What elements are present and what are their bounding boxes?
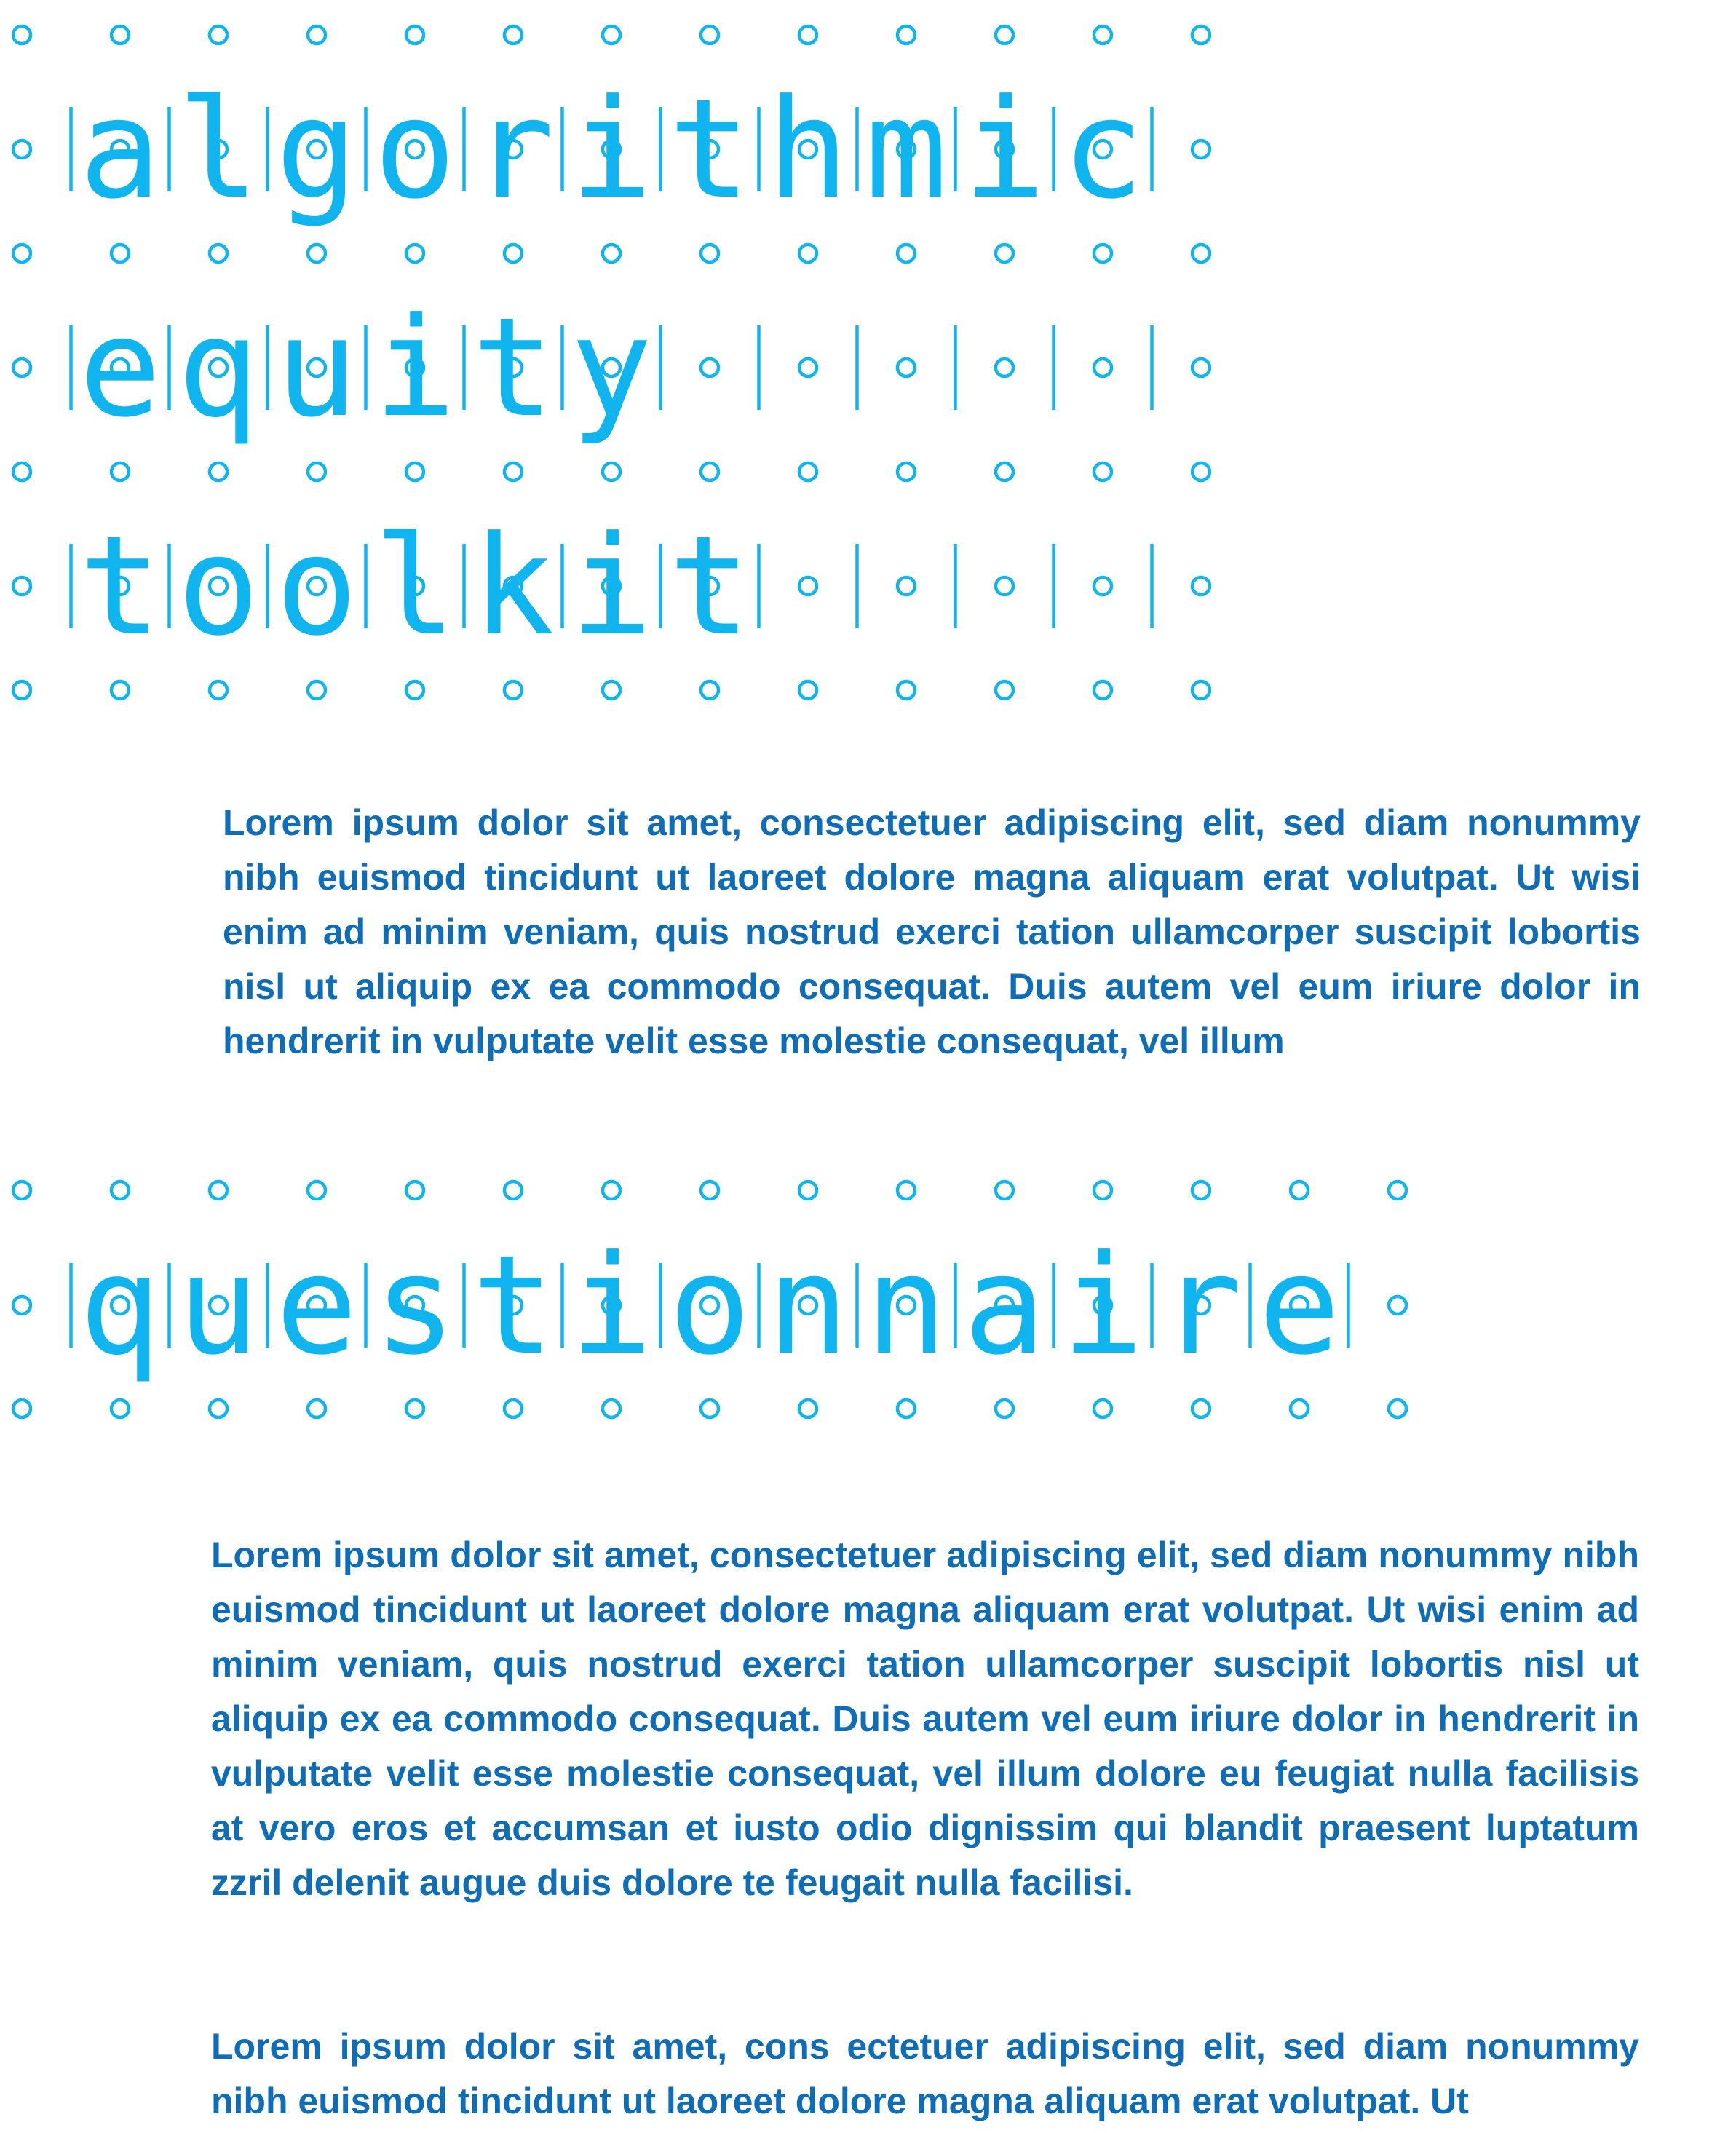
grid-dot [1192,1182,1210,1199]
grid-dot [603,1400,620,1417]
title-line-3: toolkit [79,506,751,666]
grid-dot [1291,1400,1308,1417]
grid-dot [1094,1400,1111,1417]
grid-dot [701,1400,718,1417]
grid-dot [308,1400,325,1417]
grid-dot [1291,1182,1308,1199]
grid-dot [1389,1182,1406,1199]
grid-dot [111,1182,129,1199]
grid-dot [996,1182,1013,1199]
grid-dot [406,1182,424,1199]
grid-dot [111,1400,129,1417]
grid-dot [996,1400,1013,1417]
grid-dot [897,1182,915,1199]
grid-dot [1389,1400,1406,1417]
grid-dot [1192,1400,1210,1417]
grid-dot [308,1182,325,1199]
grid-dot [603,1182,620,1199]
grid-dot [210,1400,227,1417]
grid-dot [504,1400,522,1417]
grid-dot [13,1400,31,1417]
grid-dot [406,1400,424,1417]
grid-dot [13,1297,31,1314]
title-line-2: equity [79,288,653,448]
intro-paragraph: Lorem ipsum dolor sit amet, consectetuer adipiscing elit, sed diam nonummy nibh euismod tincidunt ut laoreet dolore magna aliquam erat volutpat. Ut wisi enim ad minim veniam, quis nostrud exerci tation ullamcorper suscipit lobortis nisl ut aliquip ex ea commodo consequat. Duis autem vel eum iriure dolor in hendrerit in vulputate velit esse molestie consequat, vel illum [223,802,1641,1061]
body-paragraph-2: Lorem ipsum dolor sit amet, cons ectetuer adipiscing elit, sed diam nonummy nibh euismod tincidunt ut laoreet dolore magna aliquam erat volutpat. Ut [211,2026,1639,2121]
grid-dot [210,1182,227,1199]
grid-dot [799,1182,817,1199]
grid-dot [504,1182,522,1199]
section-heading-text: questionnaire [79,1225,1341,1385]
grid-dot [13,1182,31,1199]
grid-dot [701,1182,718,1199]
grid-dot [1094,1182,1111,1199]
grid-dot [799,1400,817,1417]
grid-dot [1389,1297,1406,1314]
body-paragraph-1: Lorem ipsum dolor sit amet, consectetuer adipiscing elit, sed diam nonummy nibh euismod tincidunt ut laoreet dolore magna aliquam erat volutpat. Ut wisi enim ad minim veniam, quis nostrud exerci tation ullamcorper suscipit lobortis nisl ut aliquip ex ea commodo consequat. Duis autem vel eum iriure dolor in hendrerit in vulputate velit esse molestie consequat, vel illum dolore eu feugiat nulla facilisis at vero eros et accumsan et iusto odio dignissim qui blandit praesent luptatum zzril delenit augue duis dolore te feugait nulla facilisi. [211,1535,1639,1903]
title-line-1: algorithmic [79,69,1144,229]
grid-dot [897,1400,915,1417]
